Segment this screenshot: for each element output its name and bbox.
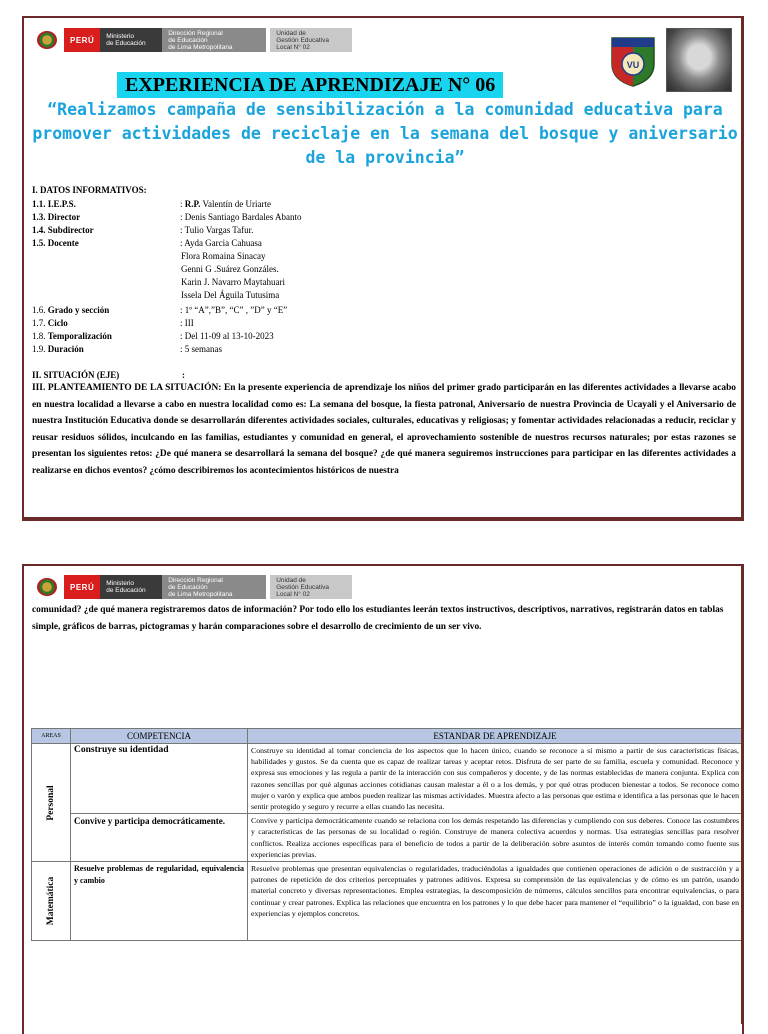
row-value-subdirector: : Tulio Vargas Tafur.: [180, 225, 254, 235]
school-shield-icon: [608, 34, 658, 88]
row-label-grado: 1.6. Grado y sección: [32, 305, 110, 315]
competencias-table: [31, 728, 743, 941]
row-label-docente: 1.5. Docente: [32, 238, 79, 248]
row-value-ieps: : R.P. Valentín de Uriarte: [180, 199, 271, 209]
row-label-duracion: 1.9. Duración: [32, 344, 84, 354]
ugel-block: Unidad de Gestión Educativa Local N° 02: [270, 28, 352, 52]
docente-4: Karin J. Navarro Maytahuari: [181, 277, 285, 287]
row-value-docente: : Ayda Garcia Cahuasa: [180, 238, 262, 248]
peru-badge: PERÚ: [64, 575, 100, 599]
docente-3: Genni G .Suárez Gonzáles.: [181, 264, 279, 274]
area-cell-personal: Personal: [32, 744, 71, 862]
header-logos-2: [34, 574, 352, 600]
founder-portrait: [666, 28, 732, 92]
docente-2: Flora Romaina Sinacay: [181, 251, 266, 261]
competencia-cell: Resuelve problemas de regularidad, equivalencia y cambio: [71, 862, 248, 941]
page-2-right-border: [741, 564, 744, 1024]
docente-5: Issela Del Águila Tutusima: [181, 290, 280, 300]
planteamiento-paragraph: III. PLANTEAMIENTO DE LA SITUACIÓN: En la presente experiencia de aprendizaje los niños del primer grado participarán en las diferentes actividades a llevarse acabo en nuestra localidad a llevarse a cabo en nuestra localidad como es: La semana del bosque, la fiesta patronal, Aniversario de nuestra Provincia de Ucayali y el Aniversario de nuestra Institución Educativa donde se desarrollarán diferentes actividades sociales, culturales, educativas y religiosas; y fomentar actividades relacionadas a reducir, reciclar y reusar residuos sólidos, inculcando en las familias, estudiantes y comunidad en general, el aprovechamiento sostenible de nuestros recursos naturales; por estas razones se presentan los siguientes retos: ¿De qué manera se desarrollará la semana del bosque? ¿de qué manera seguiremos instrucciones para participar en las diferentes actividades a realizarse en dichos eventos? ¿cómo describiremos los acontecimientos históricos de nuestra: [32, 383, 736, 476]
table-header-row: [32, 729, 743, 744]
estandar-cell: Resuelve problemas que presentan equivalencias o regularidades, traduciéndolas a igualdades que contienen operaciones de adición o de sustracción y a patrones de repetición de dos criterios perceptuales y patrones aditivos. Expresa su comprensión de las equivalencias y de cómo es un patrón, usando material concreto y diversas representaciones. Emplea estrategias, la descomposición de números, cálculos sencillos para encontrar equivalencias, o para continuar y crear patrones. Explica las relaciones que encuentra en los patrones y lo que debe hacer para mantener el “equilibrio” o la igualdad, con base en experiencias y ejemplos concretos.: [248, 862, 743, 941]
table-row: [32, 744, 743, 814]
page-subtitle: “Realizamos campaña de sensibilización a la comunidad educativa para promover actividades de reciclaje en la semana del bosque y aniversario de la provincia”: [32, 100, 738, 167]
competencia-cell: Construye su identidad: [71, 744, 248, 814]
competencia-cell: Convive y participa democráticamente.: [71, 814, 248, 862]
peru-badge: PERÚ: [64, 28, 100, 52]
peru-crest-icon: [34, 29, 60, 51]
row-label-temporalizacion: 1.8. Temporalización: [32, 331, 112, 341]
header-competencia: COMPETENCIA: [71, 729, 248, 744]
peru-crest-icon: [34, 576, 60, 598]
header-logos: [34, 27, 352, 53]
page-title: EXPERIENCIA DE APRENDIZAJE N° 06: [117, 72, 503, 98]
row-value-director: : Denis Santiago Bardales Abanto: [180, 212, 302, 222]
situacion-colon: :: [182, 370, 185, 380]
document-page-2: [22, 564, 744, 1034]
document-page-1: [22, 16, 744, 521]
row-value-ciclo: : III: [180, 318, 194, 328]
ministerio-block: Ministerio de Educación: [100, 575, 162, 599]
row-label-ciclo: 1.7. Ciclo: [32, 318, 68, 328]
row-value-temporalizacion: : Del 11-09 al 13-10-2023: [180, 331, 274, 341]
ugel-block: Unidad de Gestión Educativa Local N° 02: [270, 575, 352, 599]
row-label-ieps: 1.1. I.E.P.S.: [32, 199, 76, 209]
svg-text:VU: VU: [626, 60, 640, 70]
header-areas: AREAS: [32, 729, 71, 744]
row-value-grado: : 1º “A”,”B”, “C” , ”D” y “E”: [180, 305, 288, 315]
datos-heading: I. DATOS INFORMATIVOS:: [32, 185, 147, 195]
estandar-cell: Construye su identidad al tomar conciencia de los aspectos que lo hacen único, cuando se reconoce a sí mismo a partir de sus características físicas, habilidades y gustos. Se da cuenta que es capaz de realizar tareas y aceptar retos. Disfruta de ser parte de su familia, escuela y comunidad. Reconoce y expresa sus emociones y las regula a partir de la interacción con sus compañeros y docente, y de las normas establecidas de manera conjunta. Explica con razones sencillas por qué algunas acciones cotidianas causan malestar a él o a los demás, y por qué otras producen bienestar a todos. Se reconoce como mujer o varón y explica que ambos pueden realizar las mismas actividades. Muestra afecto a las personas que estima e identifica a las personas que le hacen sentir protegido y seguro y recurre a ellas cuando las necesita.: [248, 744, 743, 814]
area-cell-matematica: Matemática: [32, 862, 71, 941]
ministerio-block: Ministerio de Educación: [100, 28, 162, 52]
estandar-cell: Convive y participa democráticamente cuando se relaciona con los demás respetando las diferencias y cumpliendo con sus deberes. Conoce las costumbres y características de las personas de su localidad o región. Construye de manera colectiva acuerdos y normas. Usa estrategias sencillas para resolver conflictos. Realiza acciones específicas para el beneficio de todos a partir de la deliberación sobre asuntos de interés común tomando como fuente sus experiencias previas.: [248, 814, 743, 862]
row-value-duracion: : 5 semanas: [180, 344, 222, 354]
table-row: [32, 814, 743, 862]
direccion-regional-block: Dirección Regional de Educación de Lima Metropolitana: [162, 575, 266, 599]
header-estandar: ESTANDAR DE APRENDIZAJE: [248, 729, 743, 744]
row-label-director: 1.3. Director: [32, 212, 81, 222]
direccion-regional-block: Dirección Regional de Educación de Lima Metropolitana: [162, 28, 266, 52]
situacion-heading: II. SITUACIÓN (EJE): [32, 370, 120, 380]
row-label-subdirector: 1.4. Subdirector: [32, 225, 94, 235]
continuation-paragraph: comunidad? ¿de qué manera registraremos datos de información? Por todo ello los estudiantes leerán textos instructivos, descriptivos, narrativos, registrarán datos en tablas simple, gráficos de barras, pictogramas y harán comparaciones sobre el desarrollo de crecimiento de un ser vivo.: [32, 605, 724, 632]
table-row: [32, 862, 743, 941]
